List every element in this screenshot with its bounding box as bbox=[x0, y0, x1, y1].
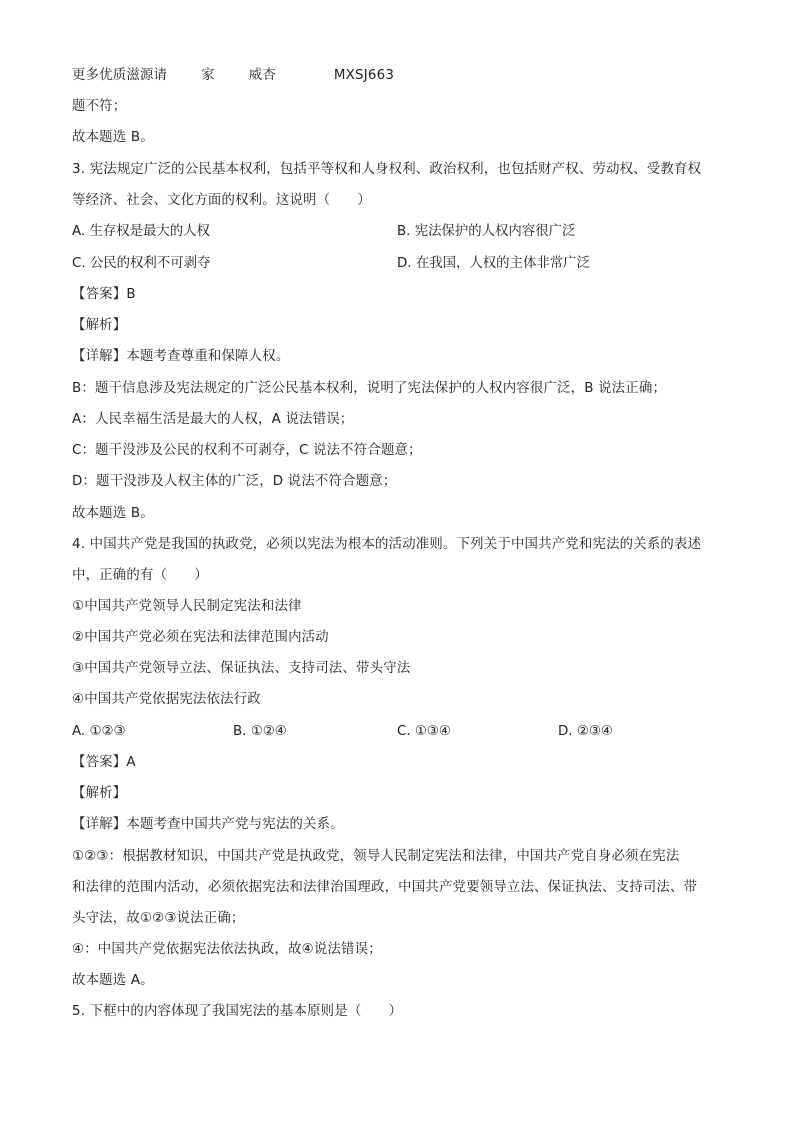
q3-option-b: B. 宪法保护的人权内容很广泛 bbox=[397, 224, 576, 239]
q3-option-a: A. 生存权是最大的人权 bbox=[72, 224, 210, 239]
q4-detail: 【详解】本题考查中国共产党与宪法的关系。 bbox=[72, 817, 344, 832]
q4-item-4: ④中国共产党依据宪法依法行政 bbox=[72, 692, 261, 707]
q5-stem-line-1: 5. 下框中的内容体现了我国宪法的基本原则是（ ） bbox=[72, 1004, 403, 1019]
prev-conclusion: 故本题选 B。 bbox=[72, 130, 154, 145]
q4-option-d: D. ②③④ bbox=[558, 724, 613, 739]
watermark-header bbox=[72, 66, 404, 86]
header-part-1: 更多优质滋源请 bbox=[72, 68, 168, 83]
q4-explanation-1-line-1: ①②③：根据教材知识，中国共产党是执政党，领导人民制定宪法和法律，中国共产党自身必须在宪法 bbox=[72, 849, 680, 864]
q3-a-explanation: A：人民幸福生活是最大的人权，A 说法错误； bbox=[72, 412, 354, 427]
q4-option-a: A. ①②③ bbox=[72, 724, 126, 739]
q3-stem-line-2: 等经济、社会、文化方面的权利。这说明（ ） bbox=[72, 193, 371, 208]
q3-answer bbox=[72, 285, 136, 305]
q3-conclusion: 故本题选 B。 bbox=[72, 506, 154, 521]
q3-option-d: D. 在我国，人权的主体非常广泛 bbox=[397, 256, 590, 271]
q3-d-explanation: D：题干没涉及人权主体的广泛，D 说法不符合题意； bbox=[72, 474, 397, 489]
header-part-2: 家 bbox=[201, 68, 215, 83]
q3-analysis-label: 【解析】 bbox=[72, 318, 127, 333]
q3-option-c: C. 公民的权利不可剥夺 bbox=[72, 256, 211, 271]
q3-answer-value: B bbox=[126, 287, 136, 302]
q4-conclusion: 故本题选 A。 bbox=[72, 973, 154, 988]
prev-tail: 题不符； bbox=[72, 99, 127, 114]
q4-explanation-2: ④：中国共产党依据宪法依法执政，故④说法错误； bbox=[72, 942, 382, 957]
q4-answer-value: A bbox=[126, 755, 136, 770]
header-part-4: MXSJ663 bbox=[333, 68, 395, 83]
q3-b-explanation: B：题干信息涉及宪法规定的广泛公民基本权利，说明了宪法保护的人权内容很广泛，B 说法正确； bbox=[72, 381, 667, 396]
q4-stem-line-2: 中，正确的有（ ） bbox=[72, 568, 208, 583]
header-part-3: 威杏 bbox=[248, 68, 276, 83]
q4-answer bbox=[72, 753, 136, 773]
q3-stem-line-1: 3. 宪法规定广泛的公民基本权利，包括平等权和人身权利、政治权利，也包括财产权、劳动权、受教育权 bbox=[72, 162, 702, 177]
q3-c-explanation: C：题干没涉及公民的权利不可剥夺，C 说法不符合题意； bbox=[72, 443, 422, 458]
q4-item-3: ③中国共产党领导立法、保证执法、支持司法、带头守法 bbox=[72, 661, 411, 676]
q3-answer-label: 【答案】 bbox=[72, 287, 127, 302]
q4-item-2: ②中国共产党必须在宪法和法律范围内活动 bbox=[72, 630, 329, 645]
q4-stem-line-1: 4. 中国共产党是我国的执政党，必须以宪法为根本的活动准则。下列关于中国共产党和宪法的关系的表述 bbox=[72, 537, 702, 552]
q4-option-b: B. ①②④ bbox=[233, 724, 287, 739]
q4-item-1: ①中国共产党领导人民制定宪法和法律 bbox=[72, 599, 302, 614]
q4-analysis-label: 【解析】 bbox=[72, 786, 127, 801]
q4-explanation-1-line-2: 和法律的范围内活动，必须依据宪法和法律治国理政，中国共产党要领导立法、保证执法、支持司法、带 bbox=[72, 880, 698, 895]
q4-explanation-1-line-3: 头守法，故①②③说法正确； bbox=[72, 911, 245, 926]
q4-option-c: C. ①③④ bbox=[397, 724, 451, 739]
q4-answer-label: 【答案】 bbox=[72, 755, 127, 770]
q3-detail: 【详解】本题考查尊重和保障人权。 bbox=[72, 349, 290, 364]
